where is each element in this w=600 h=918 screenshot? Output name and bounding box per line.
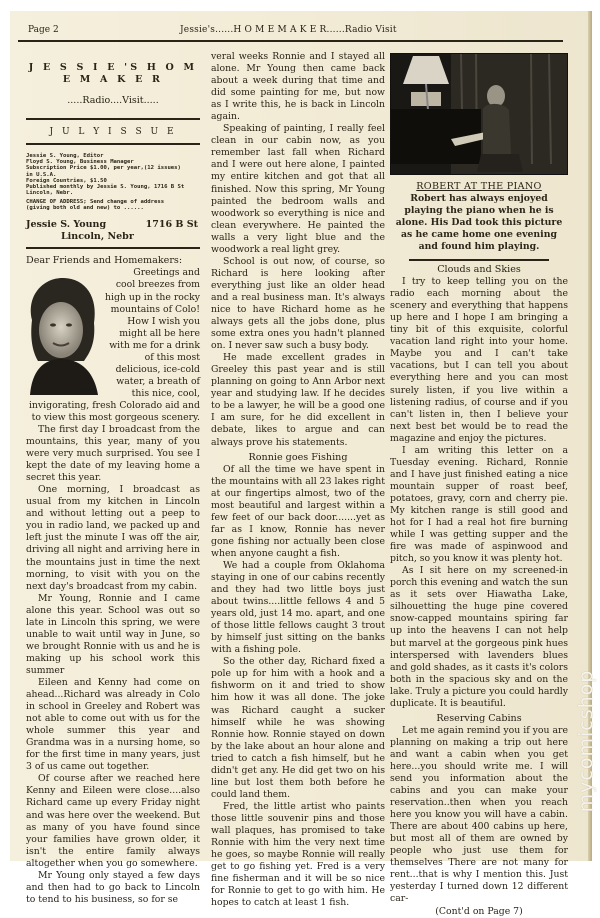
body-paragraph: veral weeks Ronnie and I stayed all alone. Mr Young then came back about a week during that time and did some painting for me, but now as I write this, he is back in Lincoln again. bbox=[211, 51, 385, 123]
masthead-info bbox=[26, 153, 200, 212]
masthead-info-line: Jessie S. Young, Editor bbox=[26, 152, 104, 159]
address-city: Lincoln, Nebr bbox=[61, 231, 134, 243]
masthead-subtitle: .....Radio....Visit..... bbox=[67, 95, 159, 107]
body-paragraph: Eileen and Kenny had come on ahead...Richard was already in Colo in school in Greeley and Robert was not able to come out with us for the whole summer this year and Grandma was in a nursing home, so for the first time in many years, just 3 of us came out together. bbox=[26, 677, 200, 773]
section-divider bbox=[409, 259, 549, 261]
column-1 bbox=[26, 56, 200, 906]
body-paragraph: Speaking of painting, I really feel clean in our cabin now, as you remember last fall when Richard and I were out here alone, I painted my entire kitchen and got that all finished. Now this spring, Mr Young painted the bedroom walls and woodwork so everything is nice and clean everywhere. He painted the walls a very light blue and the woodwork a real light grey. bbox=[211, 123, 385, 255]
masthead-info-line: Published monthly by Jessie S. Young, 1716 B St bbox=[26, 184, 185, 191]
body-paragraph: I am writing this letter on a Tuesday evening. Richard, Ronnie and I have just finished eating a nice mountain supper of roast beef, potatoes, gravy, corn and cherry pie. My kitchen range is still good and hot for I had a real hot fire burning while I was getting supper and the fire was made of aspinwood and pitch, so you know it was plenty hot. bbox=[390, 444, 568, 565]
body-paragraph: He made excellent grades in Greeley this past year and is still planning on going to Ann Arbor next year and studying law. If he decides to be a lawyer, he will be a good one I am sure, for he did excellent in debate, likes to argue and can always prove his statements. bbox=[211, 352, 385, 448]
masthead-title: J E S S I E 'S H O M E M A K E R bbox=[28, 62, 198, 86]
running-header bbox=[20, 25, 580, 41]
body-paragraph: We had a couple from Oklahoma staying in one of our cabins recently and they had two little boys just about twins....little fellows 4 and 5 years old, just 14 mo. apart, and one of those little fellows caught 3 trout by himself just sitting on the banks with a fishing pole. bbox=[211, 559, 385, 656]
body-paragraph: The first day I broadcast from the mountains, this year, many of you were very much surprised. You see I kept the date of my leaving home a secret this year. bbox=[26, 424, 200, 484]
masthead-info-line: in U.S.A. bbox=[26, 171, 57, 178]
photo-caption-body: Robert has always enjoyed playing the piano when he is alone. His Dad took this picture as he came home one evening and found him playing. bbox=[395, 193, 563, 253]
body-paragraph: Fred, the little artist who paints those little souvenir pins and those wall plaques, has promised to take Ronnie with him the very next time he goes, so maybe Ronnie will really get to go fishing yet. Fred is a very fine fisherman and it will be so nice for Ronnie to get to go with him. He hopes to catch at least 1 fish. bbox=[211, 800, 385, 909]
intro-paragraph: Greetings and cool breezes from high up in the rocky mountains of Colo! How I wish you might all be here with me for a drink of this most delicious, ice-cold water, a breath of this nice, cool, invigorating, fresh Colorado aid and to view this most gorgeous scenery. bbox=[28, 267, 200, 423]
body-paragraph: I try to keep telling you on the radio each morning about the scenery and everything that happens up here and I hope I am bringing a tiny bit of this exquisite, colorful vacation land right into your home. Maybe you and I can't take vacations, but I can tell you about everything here and you can most surely listen, if you live within a listening radius, of course and if you can't listen in, then I believe your next best bet would be to read the magazine and enjoy the pictures. bbox=[390, 276, 568, 444]
issue-rule bbox=[26, 143, 200, 145]
body-paragraph: School is out now, of course, so Richard is here looking after everything just like an older head and a real business man. It's always nice to have Richard home as he always gets all the jobs done, plus some extra ones you hadn't planned on. I never saw such a busy body. bbox=[211, 255, 385, 352]
letter-intro bbox=[26, 267, 200, 424]
body-paragraph: So the other day, Richard fixed a pole up for him with a hook and a fishworm on it and tried to show him how it was all done. The joke was Richard caught a sucker himself while he was showing Ronnie how. Ronnie stayed on down by the lake about an hour alone and tried to catch a fish himself, but he didn't get any. He did get two on his line but lost them both before he could land them. bbox=[211, 656, 385, 800]
header-rule bbox=[18, 40, 563, 42]
masthead-rule bbox=[26, 118, 200, 120]
column-2 bbox=[211, 51, 385, 909]
magazine-page bbox=[10, 11, 590, 917]
page-number: Page 2 bbox=[28, 25, 59, 35]
change-of-address: CHANGE OF ADDRESS; Send change of address bbox=[26, 198, 165, 205]
change-of-address: (giving both old and new) to ...... bbox=[26, 205, 144, 212]
section-title-clouds: Clouds and Skies bbox=[437, 264, 521, 276]
issue-label: J U L Y I S S U E bbox=[49, 127, 177, 138]
address-rule bbox=[26, 247, 200, 249]
watermark-text: mycomicshop bbox=[575, 669, 597, 813]
body-paragraph: Let me again remind you if you are planning on making a trip out here and want a cabin when you get here...you should write me. I will send you information about the cabins and you can make your reservation..then when you reach here you know you will have a cabin. There are about 400 cabins up here, but most all of them are owned by people who just use them for themselves There are not many for rent...that is why I mention this. Just yesterday I turned down 12 different car- bbox=[390, 724, 568, 905]
robert-piano-photo bbox=[390, 53, 568, 175]
masthead-info-line: Lincoln, Nebr. bbox=[26, 190, 74, 197]
body-paragraph: Mr Young, Ronnie and I came alone this year. School was out so late in Lincoln this spring, we were unable to wait until way in June, so we brought Ronnie with us and he is making up his school work this summer bbox=[26, 592, 200, 676]
mailing-address bbox=[26, 219, 200, 245]
photo-caption-title: ROBERT AT THE PIANO bbox=[416, 181, 542, 192]
running-title: Jessie's......H O M E M A K E R......Radio Visit bbox=[180, 25, 397, 35]
body-paragraph: As I sit here on my screened-in porch this evening and watch the sun as it sets over Hiawatha Lake, silhouetting the huge pine covered snow-capped mountains spiring far up into the heavens I can not help but marvel at the gorgeous pink hues interspersed with lavenders blues and gold shades, as it casts it's colors both in the spacious sky and on the lake. Truly a picture you could hardly duplicate. It is beautiful. bbox=[390, 565, 568, 709]
body-paragraph: Of course after we reached here Kenny and Eileen were close....also Richard came up every Friday night and was here over the weekend. But as many of you have found since your families have grown older, it isn't the entire family always altogether when you go somewhere. bbox=[26, 773, 200, 869]
body-paragraph: Of all the time we have spent in the mountains with all 23 lakes right at our fingertips almost, two of the most beautiful and largest within a few feet of our back door.......yet as far as I know, Ronnie has never gone fishing nor actually been close when anyone caught a fish. bbox=[211, 463, 385, 559]
continued-note: (Cont'd on Page 7) bbox=[435, 905, 523, 917]
salutation: Dear Friends and Homemakers: bbox=[26, 255, 183, 267]
masthead-info-line: Foreign Countries, $1.50 bbox=[26, 177, 107, 184]
body-paragraph: Mr Young only stayed a few days and then had to go back to Lincoln to tend to his business, so for se bbox=[26, 869, 200, 905]
section-title-cabins: Reserving Cabins bbox=[436, 712, 522, 724]
address-street: 1716 B St bbox=[145, 219, 198, 231]
masthead-info-line: Floyd S. Young, Business Manager bbox=[26, 158, 134, 165]
section-title-fishing: Ronnie goes Fishing bbox=[248, 451, 348, 463]
body-paragraph: One morning, I broadcast as usual from my kitchen in Lincoln and without letting out a peep to you in radio land, we packed up and left just the minute I was off the air, driving all night and arriving here in the mountains just in time the next morning, to visit with you on the next day's broadcast from my cabin. bbox=[26, 484, 200, 592]
address-name: Jessie S. Young bbox=[26, 219, 107, 231]
piano-scene-image bbox=[391, 54, 567, 174]
jessie-portrait-photo bbox=[24, 275, 99, 395]
watermark bbox=[576, 630, 600, 850]
masthead-info-line: Subscription Price $1.00, per year,(12 issues) bbox=[26, 165, 181, 172]
column-3 bbox=[390, 51, 568, 918]
